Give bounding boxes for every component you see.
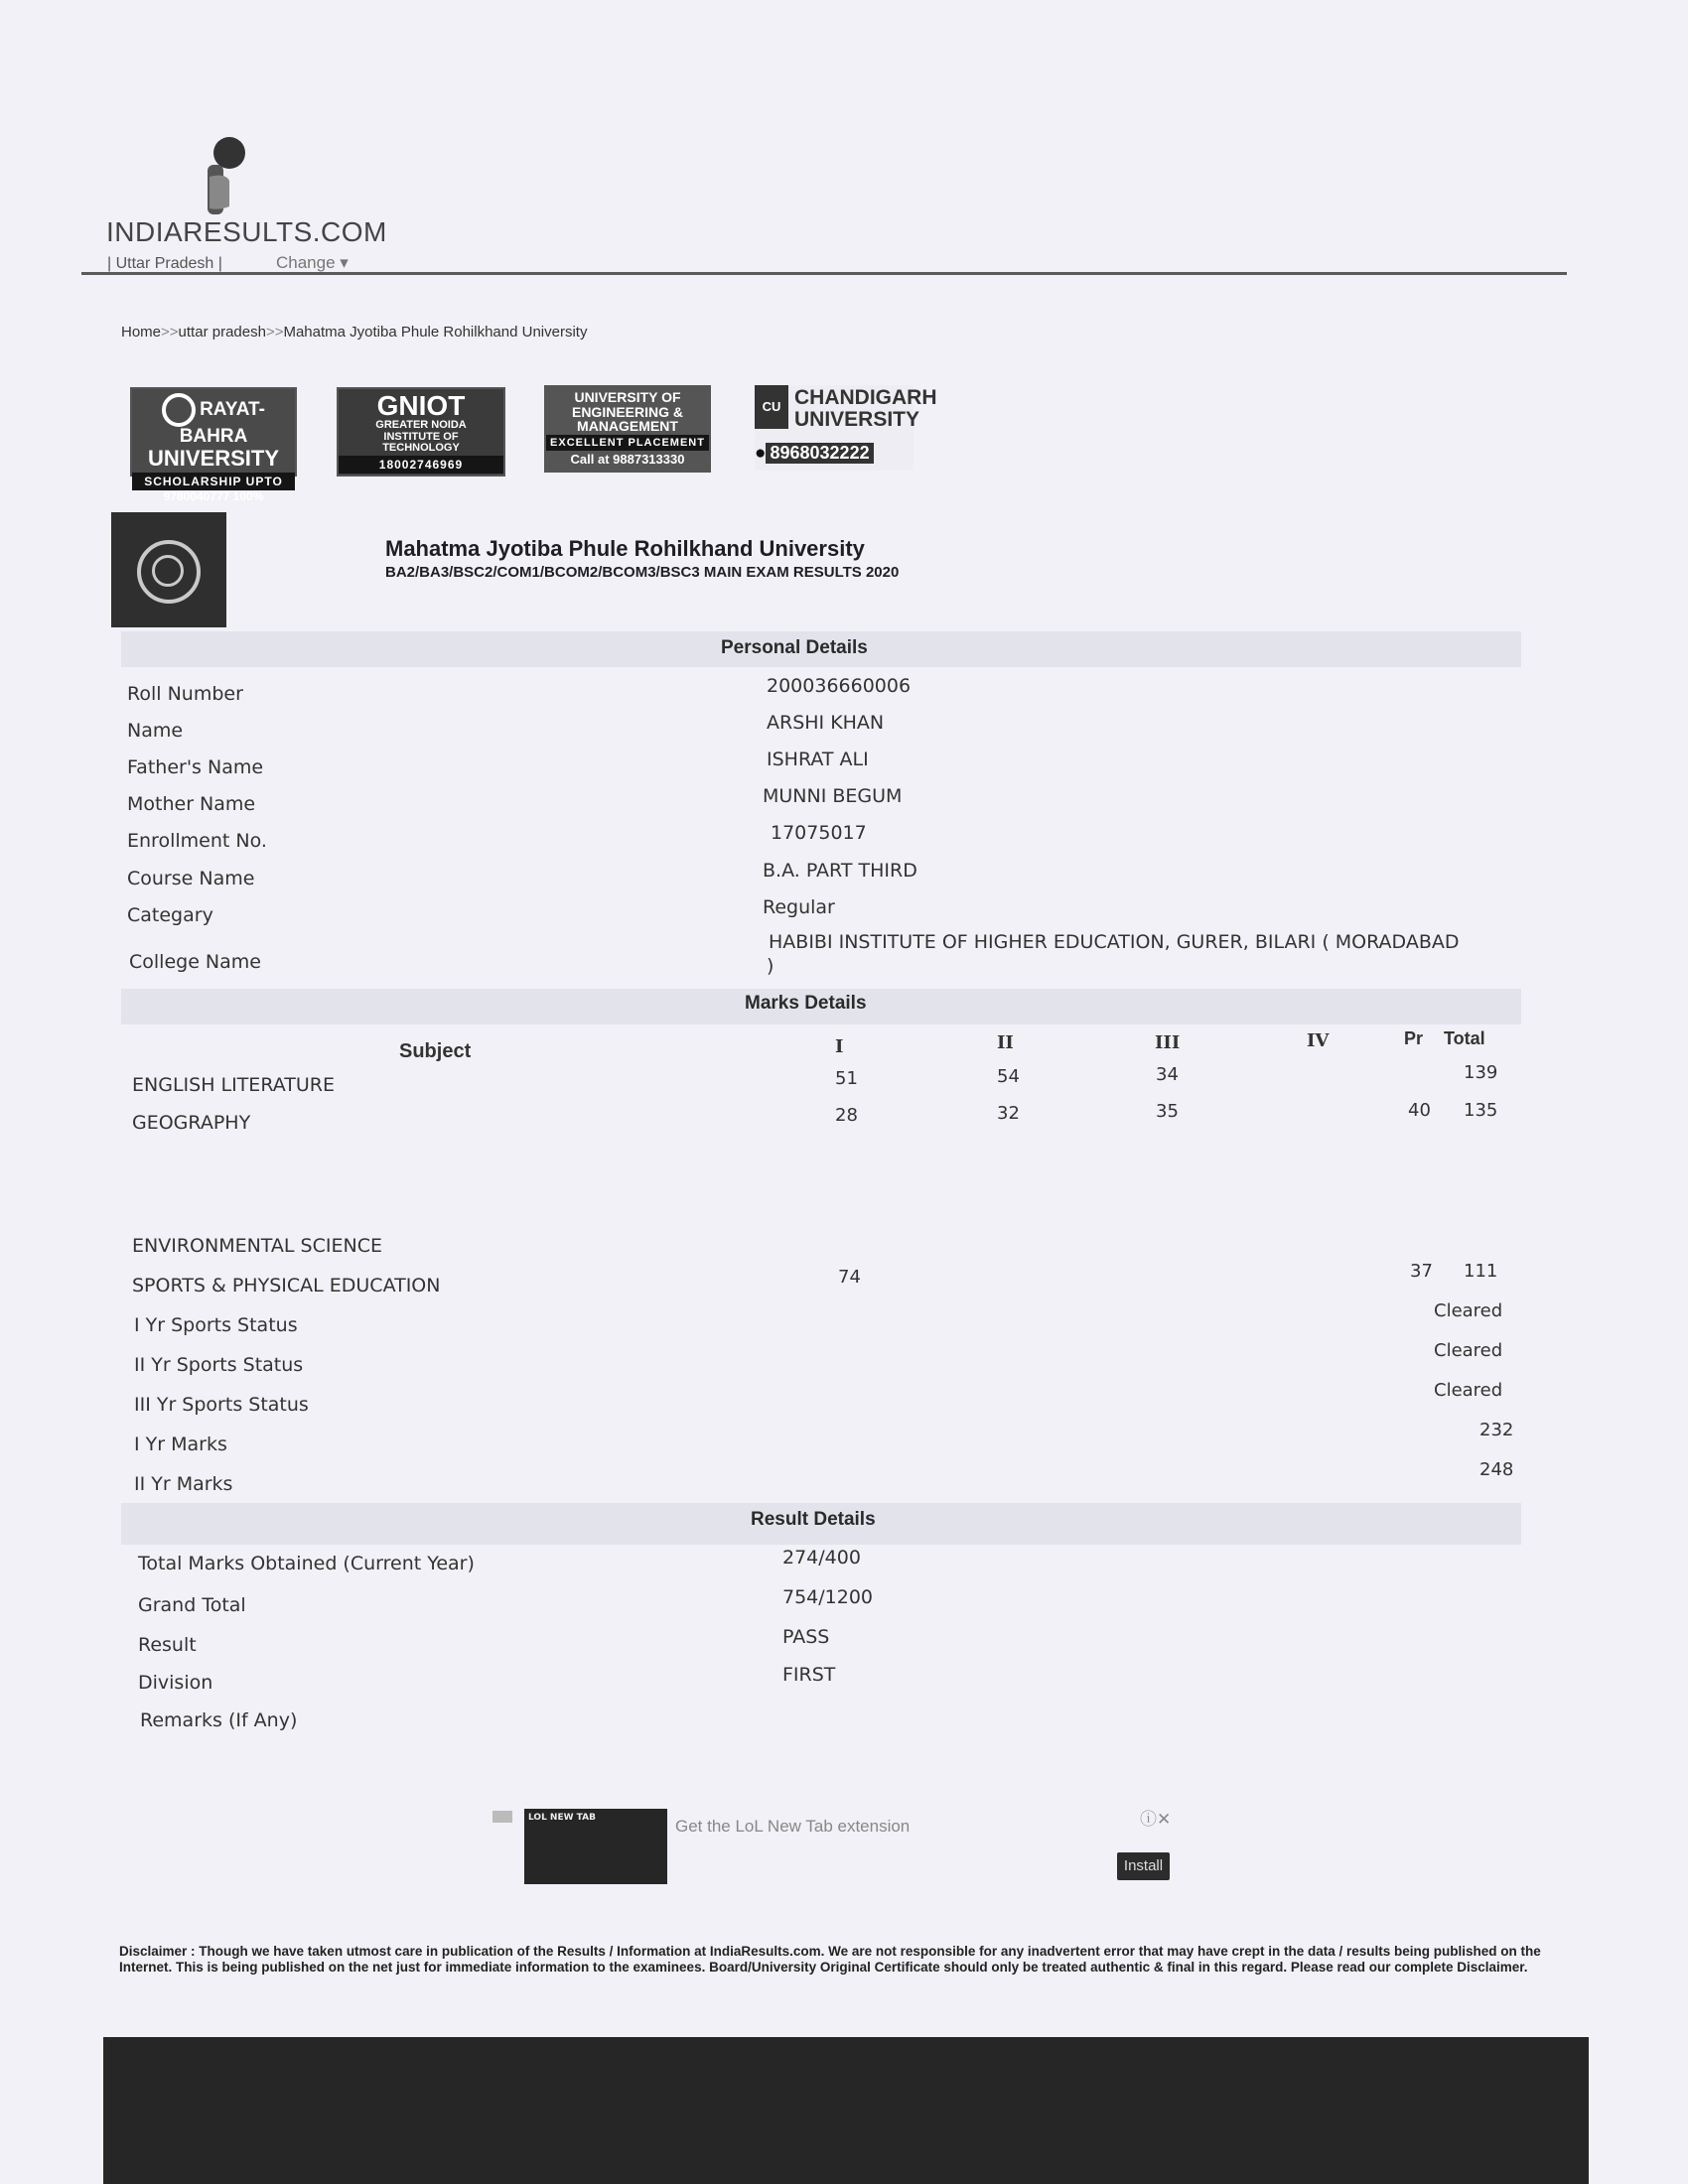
gniot-ad-banner[interactable] <box>337 387 505 477</box>
breadcrumb-current: Mahatma Jyotiba Phule Rohilkhand University <box>283 324 588 341</box>
header-divider <box>81 272 1567 275</box>
disclaimer-text: Disclaimer : Though we have taken utmost care in publication of the Results / Information at IndiaResults.com. We are not responsible for any inadvertent error that may have crept in the data / results being published on the Internet. This is being published on the net just for immediate information to the examinees. Board/University Original Certificate should only be treated authentic & final in this regard. Please read our complete Disclaimer. <box>119 1944 1541 1976</box>
college-name-label: College Name <box>129 951 261 973</box>
status-value: 248 <box>1479 1459 1514 1480</box>
ad-text: UNIVERSITY <box>147 445 280 471</box>
result-label: Result <box>138 1634 197 1656</box>
ad-text: 9780040777 100% <box>163 489 264 504</box>
division-value: FIRST <box>782 1664 836 1686</box>
total-marks-label: Total Marks Obtained (Current Year) <box>138 1553 475 1574</box>
col-pr-header: Pr <box>1404 1028 1424 1048</box>
ad-text: RAYAT-BAHRA <box>179 399 265 447</box>
col-i-header: I <box>835 1036 844 1057</box>
father-name-label: Father's Name <box>127 756 264 778</box>
ad-text: SCHOLARSHIP UPTO <box>132 473 295 490</box>
mark-ii: 54 <box>997 1066 1020 1087</box>
father-name-value: ISHRAT ALI <box>767 749 869 770</box>
mark-ii: 32 <box>997 1103 1020 1124</box>
category-value: Regular <box>763 896 835 918</box>
ad-text: ENGINEERING & <box>571 403 683 420</box>
col-iii-header: III <box>1155 1032 1181 1053</box>
col-iv-header: IV <box>1307 1030 1330 1051</box>
subject-name: GEOGRAPHY <box>132 1112 251 1134</box>
breadcrumb-separator: >> <box>161 324 179 341</box>
result-details-heading: Result Details <box>751 1509 876 1530</box>
mark-total: 111 <box>1464 1261 1498 1282</box>
name-label: Name <box>127 720 184 742</box>
ad-choices-icon[interactable] <box>492 1811 512 1823</box>
ad-text: GNIOT <box>376 390 466 421</box>
mark-iii: 34 <box>1156 1064 1179 1085</box>
mother-name-label: Mother Name <box>127 793 256 815</box>
ad-text: UNIVERSITY <box>794 408 920 432</box>
remarks-label: Remarks (If Any) <box>140 1709 298 1731</box>
status-label: I Yr Marks <box>134 1433 227 1455</box>
breadcrumb-home[interactable]: Home <box>121 324 162 341</box>
ad-text: 8968032222 <box>766 443 873 464</box>
chandigarh-university-ad-banner[interactable] <box>755 385 937 471</box>
rayat-seal-icon <box>162 393 196 427</box>
status-value: Cleared <box>1434 1340 1503 1361</box>
site-brand[interactable]: INDIARESULTS.COM <box>106 216 387 247</box>
mark-pr: 40 <box>1408 1100 1431 1121</box>
subject-name: SPORTS & PHYSICAL EDUCATION <box>132 1275 441 1297</box>
division-label: Division <box>138 1672 213 1694</box>
university-emblem-icon <box>111 512 226 627</box>
grand-total-label: Grand Total <box>138 1594 246 1616</box>
status-value: Cleared <box>1434 1380 1503 1401</box>
enrollment-label: Enrollment No. <box>127 830 267 852</box>
state-selector-label: | Uttar Pradesh | <box>107 255 222 272</box>
ad-text: 18002746969 <box>339 456 503 474</box>
status-value: Cleared <box>1434 1300 1503 1321</box>
ad-text: Call at 9887313330 <box>570 452 685 468</box>
ad-headline[interactable]: Get the LoL New Tab extension <box>675 1817 911 1836</box>
course-name-value: B.A. PART THIRD <box>763 860 917 882</box>
ad-text: EXCELLENT PLACEMENT <box>546 435 709 451</box>
mark-i: 51 <box>835 1068 858 1089</box>
ad-text: MANAGEMENT <box>577 418 678 435</box>
ad-text: GREATER NOIDA <box>375 419 467 432</box>
change-state-link[interactable]: Change ▾ <box>276 253 349 272</box>
university-name: Mahatma Jyotiba Phule Rohilkhand University <box>385 536 865 561</box>
status-label: II Yr Sports Status <box>134 1354 304 1376</box>
ad-text: UNIVERSITY OF <box>574 389 681 405</box>
mark-total: 139 <box>1464 1062 1498 1083</box>
breadcrumb-state[interactable]: uttar pradesh <box>178 324 266 341</box>
ad-install-button[interactable]: Install <box>1117 1852 1170 1880</box>
exam-title: BA2/BA3/BSC2/COM1/BCOM2/BCOM3/BSC3 MAIN EXAM RESULTS 2020 <box>385 564 900 581</box>
subject-column-header: Subject <box>399 1040 472 1062</box>
ad-thumbnail[interactable] <box>524 1809 667 1884</box>
mark-pr: 37 <box>1410 1261 1433 1282</box>
enrollment-value: 17075017 <box>771 822 867 844</box>
mother-name-value: MUNNI BEGUM <box>763 785 903 807</box>
whatsapp-icon: ● <box>755 443 767 464</box>
total-marks-value: 274/400 <box>782 1547 861 1569</box>
mark-i: 74 <box>838 1267 861 1288</box>
personal-details-heading: Personal Details <box>721 637 868 658</box>
mark-total: 135 <box>1464 1100 1498 1121</box>
category-label: Categary <box>127 904 213 926</box>
ad-text: INSTITUTE OF <box>383 430 459 443</box>
status-label: I Yr Sports Status <box>134 1314 298 1336</box>
breadcrumb-separator: >> <box>265 324 284 341</box>
course-name-label: Course Name <box>127 868 255 889</box>
roll-number-label: Roll Number <box>127 683 243 705</box>
status-value: 232 <box>1479 1420 1514 1440</box>
ad-close-icon[interactable]: ⓘ✕ <box>1140 1810 1172 1829</box>
uem-ad-banner[interactable] <box>544 385 711 473</box>
col-ii-header: II <box>997 1032 1014 1053</box>
subject-name: ENVIRONMENTAL SCIENCE <box>132 1235 382 1257</box>
ad-thumb-label: LOL NEW TAB <box>528 1813 596 1823</box>
grand-total-value: 754/1200 <box>782 1586 874 1608</box>
footer-bar <box>103 2037 1589 2184</box>
college-name-value-cont: ) <box>767 955 774 977</box>
rayat-bahra-ad-banner[interactable] <box>130 387 297 504</box>
marks-details-heading: Marks Details <box>745 993 867 1014</box>
indiaresults-logo-icon <box>204 137 247 221</box>
cu-logo-icon: CU <box>755 385 788 429</box>
col-total-header: Total <box>1444 1028 1485 1048</box>
subject-name: ENGLISH LITERATURE <box>132 1074 335 1096</box>
status-label: III Yr Sports Status <box>134 1394 309 1416</box>
mark-iii: 35 <box>1156 1101 1179 1122</box>
name-value: ARSHI KHAN <box>767 712 885 734</box>
result-value: PASS <box>782 1626 830 1648</box>
ad-text: CHANDIGARH <box>794 386 937 409</box>
college-name-value: HABIBI INSTITUTE OF HIGHER EDUCATION, GURER, BILARI ( MORADABAD <box>769 931 1460 953</box>
mark-i: 28 <box>835 1105 858 1126</box>
status-label: II Yr Marks <box>134 1473 233 1495</box>
breadcrumb <box>121 324 587 341</box>
roll-number-value: 200036660006 <box>767 675 912 697</box>
ad-text: TECHNOLOGY <box>382 442 460 455</box>
